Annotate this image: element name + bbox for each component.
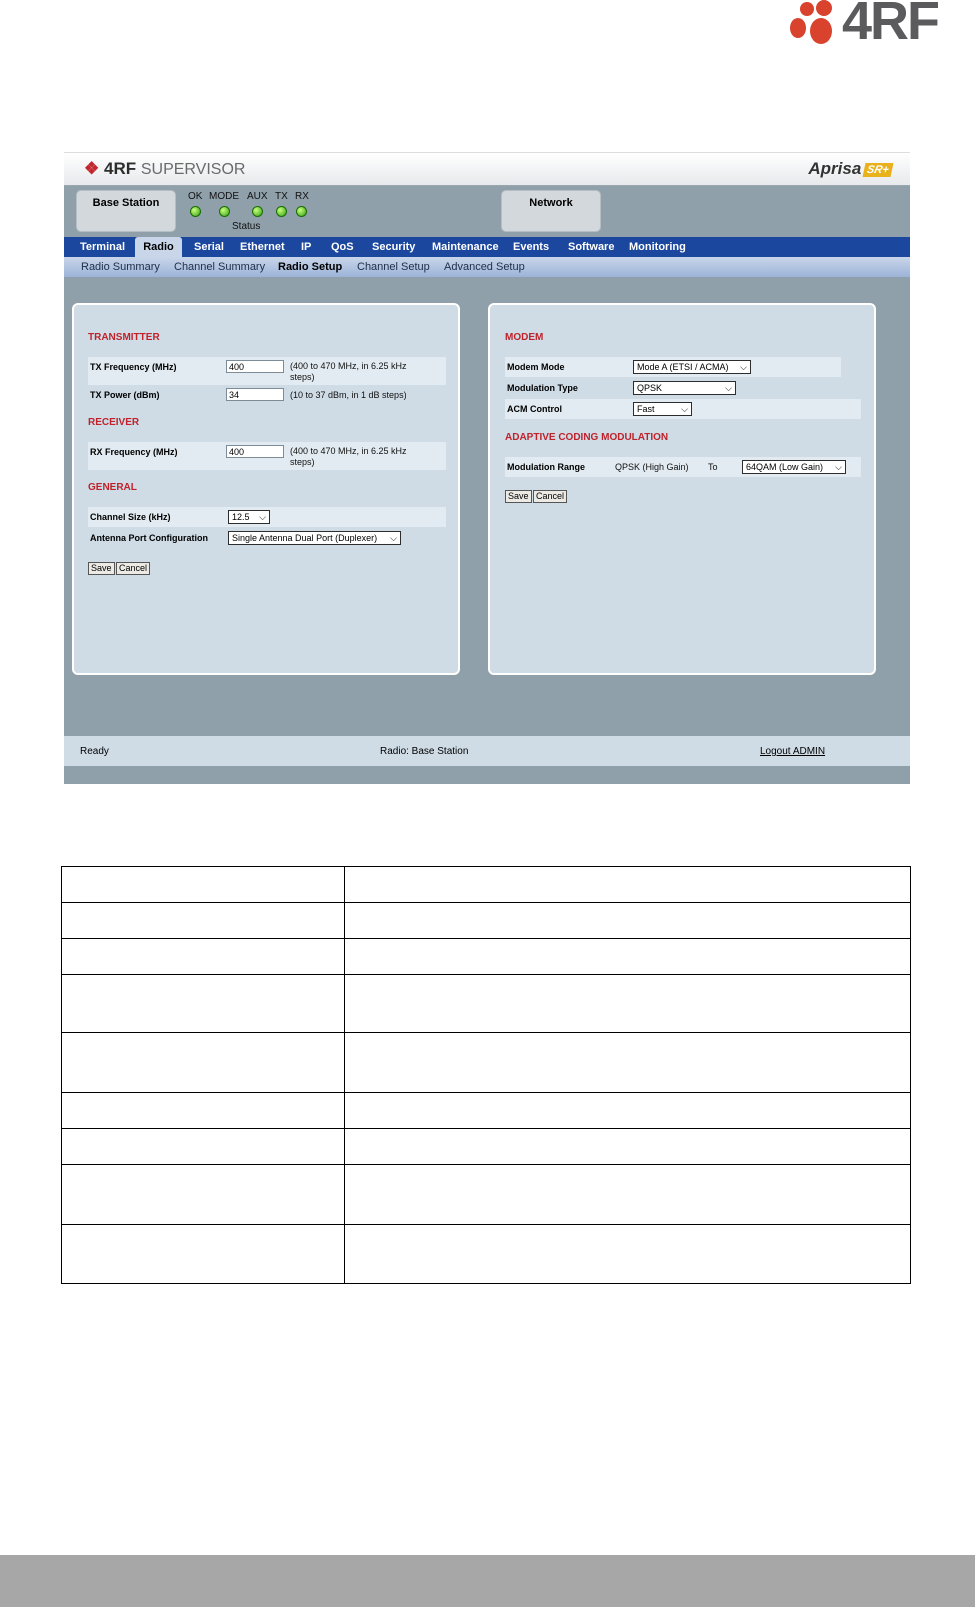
subtab-channel-summary[interactable]: Channel Summary [174,261,266,273]
led-tx [275,191,288,217]
main-tabs [64,237,910,257]
led-green-icon [252,206,263,217]
led-label: AUX [247,191,268,202]
tx-frequency-label: TX Frequency (MHz) [90,362,177,372]
antenna-port-select[interactable] [228,531,401,545]
table-cell [345,939,911,975]
modem-panel [488,303,876,675]
channel-size-value: 12.5 [232,512,250,522]
modulation-range-select[interactable] [742,460,846,474]
modulation-range-to-label: To [708,462,718,472]
table-cell [62,1165,345,1225]
table-cell [62,939,345,975]
app-header [64,153,910,186]
led-ok [188,191,202,217]
page-logo [790,0,965,50]
antenna-port-row [88,528,446,548]
transmitter-heading: TRANSMITTER [88,332,160,343]
tab-monitoring[interactable]: Monitoring [629,241,686,253]
led-mode [209,191,239,217]
chevron-down-icon: ⌵ [681,404,688,414]
led-label: MODE [209,191,239,202]
receiver-heading: RECEIVER [88,417,140,428]
table-cell [62,1093,345,1129]
table-row [62,1093,911,1129]
table-cell [345,903,911,939]
antenna-port-value: Single Antenna Dual Port (Duplexer) [232,533,378,543]
table-cell [345,1165,911,1225]
table-cell [345,975,911,1033]
tx-power-input[interactable]: 34 [226,388,284,401]
station-button[interactable]: Base Station [76,190,176,232]
tab-security[interactable]: Security [372,241,416,253]
tx-frequency-input[interactable]: 400 [226,360,284,373]
chevron-down-icon: ⌵ [259,512,266,522]
led-label: OK [188,191,203,202]
general-heading: GENERAL [88,482,137,493]
modulation-range-row [505,457,861,477]
table-cell [345,867,911,903]
sub-tabs [64,257,910,277]
tab-events[interactable]: Events [513,241,550,253]
table-row [62,975,911,1033]
table-row [62,867,911,903]
rx-frequency-input[interactable]: 400 [226,445,284,458]
channel-size-label: Channel Size (kHz) [90,512,171,522]
network-button[interactable]: Network [501,190,601,232]
rx-frequency-hint-line2: steps) [290,457,315,467]
subtab-radio-setup[interactable]: Radio Setup [278,261,343,273]
product-badge: SR+ [863,163,894,177]
radio-setup-panel [72,303,460,675]
logo-dots-icon [790,0,840,48]
tx-power-hint: (10 to 37 dBm, in 1 dB steps) [290,390,407,400]
modem-mode-select[interactable] [633,360,751,374]
modulation-type-row [505,378,861,398]
tx-frequency-hint-line2: steps) [290,372,315,382]
subtab-channel-setup[interactable]: Channel Setup [357,261,430,273]
led-label: RX [295,191,309,202]
modem-mode-value: Mode A (ETSI / ACMA) [637,362,729,372]
tab-qos[interactable]: QoS [331,241,354,253]
table-row [62,1033,911,1093]
modulation-range-label: Modulation Range [507,462,585,472]
chevron-down-icon: ⌵ [835,462,842,472]
status-bar [64,736,910,766]
modem-mode-label: Modem Mode [507,362,565,372]
table-cell [345,1225,911,1284]
acm-control-row [505,399,861,419]
app-logo-product: SUPERVISOR [140,161,246,178]
tx-frequency-row [88,357,446,385]
tab-ethernet[interactable]: Ethernet [240,241,285,253]
chevron-down-icon: ⌵ [390,533,397,543]
product-logo [808,159,892,179]
save-button[interactable]: Save [505,490,532,503]
table-cell [345,1129,911,1165]
modulation-range-value: 64QAM (Low Gain) [746,462,824,472]
table-cell [62,1033,345,1093]
led-aux [247,191,268,217]
table-cell [62,1225,345,1284]
table-row [62,903,911,939]
subtab-radio-summary[interactable]: Radio Summary [81,261,160,273]
save-button[interactable]: Save [88,562,115,575]
tx-power-label: TX Power (dBm) [90,390,160,400]
table-row [62,1129,911,1165]
logout-link[interactable]: Logout ADMIN [760,746,826,757]
table-row [62,939,911,975]
status-leds [184,191,344,241]
led-green-icon [276,206,287,217]
chevron-down-icon: ⌵ [725,383,732,393]
modem-heading: MODEM [505,332,544,343]
tab-serial[interactable]: Serial [194,241,224,253]
tab-terminal[interactable]: Terminal [80,241,126,253]
tx-power-row [88,387,446,403]
table-cell [62,903,345,939]
acm-control-select[interactable] [633,402,692,416]
table-row [62,1225,911,1284]
chevron-down-icon: ⌵ [740,362,747,372]
page-footer-bar [0,1555,975,1607]
tx-frequency-hint [290,361,407,383]
modem-mode-row [505,357,841,377]
product-name: Aprisa [808,159,862,178]
led-green-icon [296,206,307,217]
tab-radio[interactable]: Radio [135,237,182,257]
table-row [62,1165,911,1225]
status-label: Status [232,221,261,232]
status-text: Ready [80,746,109,757]
rx-frequency-row [88,442,446,470]
rx-frequency-hint [290,446,407,468]
tx-frequency-hint-line1: (400 to 470 MHz, in 6.25 kHz [290,361,407,371]
tab-ip[interactable]: IP [301,241,312,253]
acm-heading: ADAPTIVE CODING MODULATION [505,432,669,443]
acm-control-value: Fast [637,404,655,414]
page-logo-text: 4RF [842,0,939,51]
table-cell [62,867,345,903]
tab-maintenance[interactable]: Maintenance [432,241,499,253]
antenna-port-label: Antenna Port Configuration [90,533,208,543]
led-label: TX [275,191,288,202]
rx-frequency-label: RX Frequency (MHz) [90,447,178,457]
app-logo [84,159,245,179]
led-green-icon [219,206,230,217]
app-logo-icon: ❖ [84,159,100,178]
acm-control-label: ACM Control [507,404,562,414]
channel-size-row [88,507,446,527]
channel-size-select[interactable] [228,510,270,524]
cancel-button[interactable]: Cancel [533,490,567,503]
table-cell [62,1129,345,1165]
modulation-type-value: QPSK [637,383,663,393]
subtab-advanced-setup[interactable]: Advanced Setup [444,261,525,273]
status-context: Radio: Base Station [380,746,469,757]
table-cell [62,975,345,1033]
cancel-button[interactable]: Cancel [116,562,150,575]
led-green-icon [190,206,201,217]
modulation-range-from: QPSK (High Gain) [615,462,689,472]
parameter-table [61,866,911,1284]
app-window [64,152,910,784]
rx-frequency-hint-line1: (400 to 470 MHz, in 6.25 kHz [290,446,407,456]
modulation-type-label: Modulation Type [507,383,578,393]
modulation-type-select[interactable] [633,381,736,395]
tab-software[interactable]: Software [568,241,615,253]
table-cell [345,1033,911,1093]
table-cell [345,1093,911,1129]
app-logo-brand: 4RF [103,159,137,178]
led-rx [295,191,309,217]
